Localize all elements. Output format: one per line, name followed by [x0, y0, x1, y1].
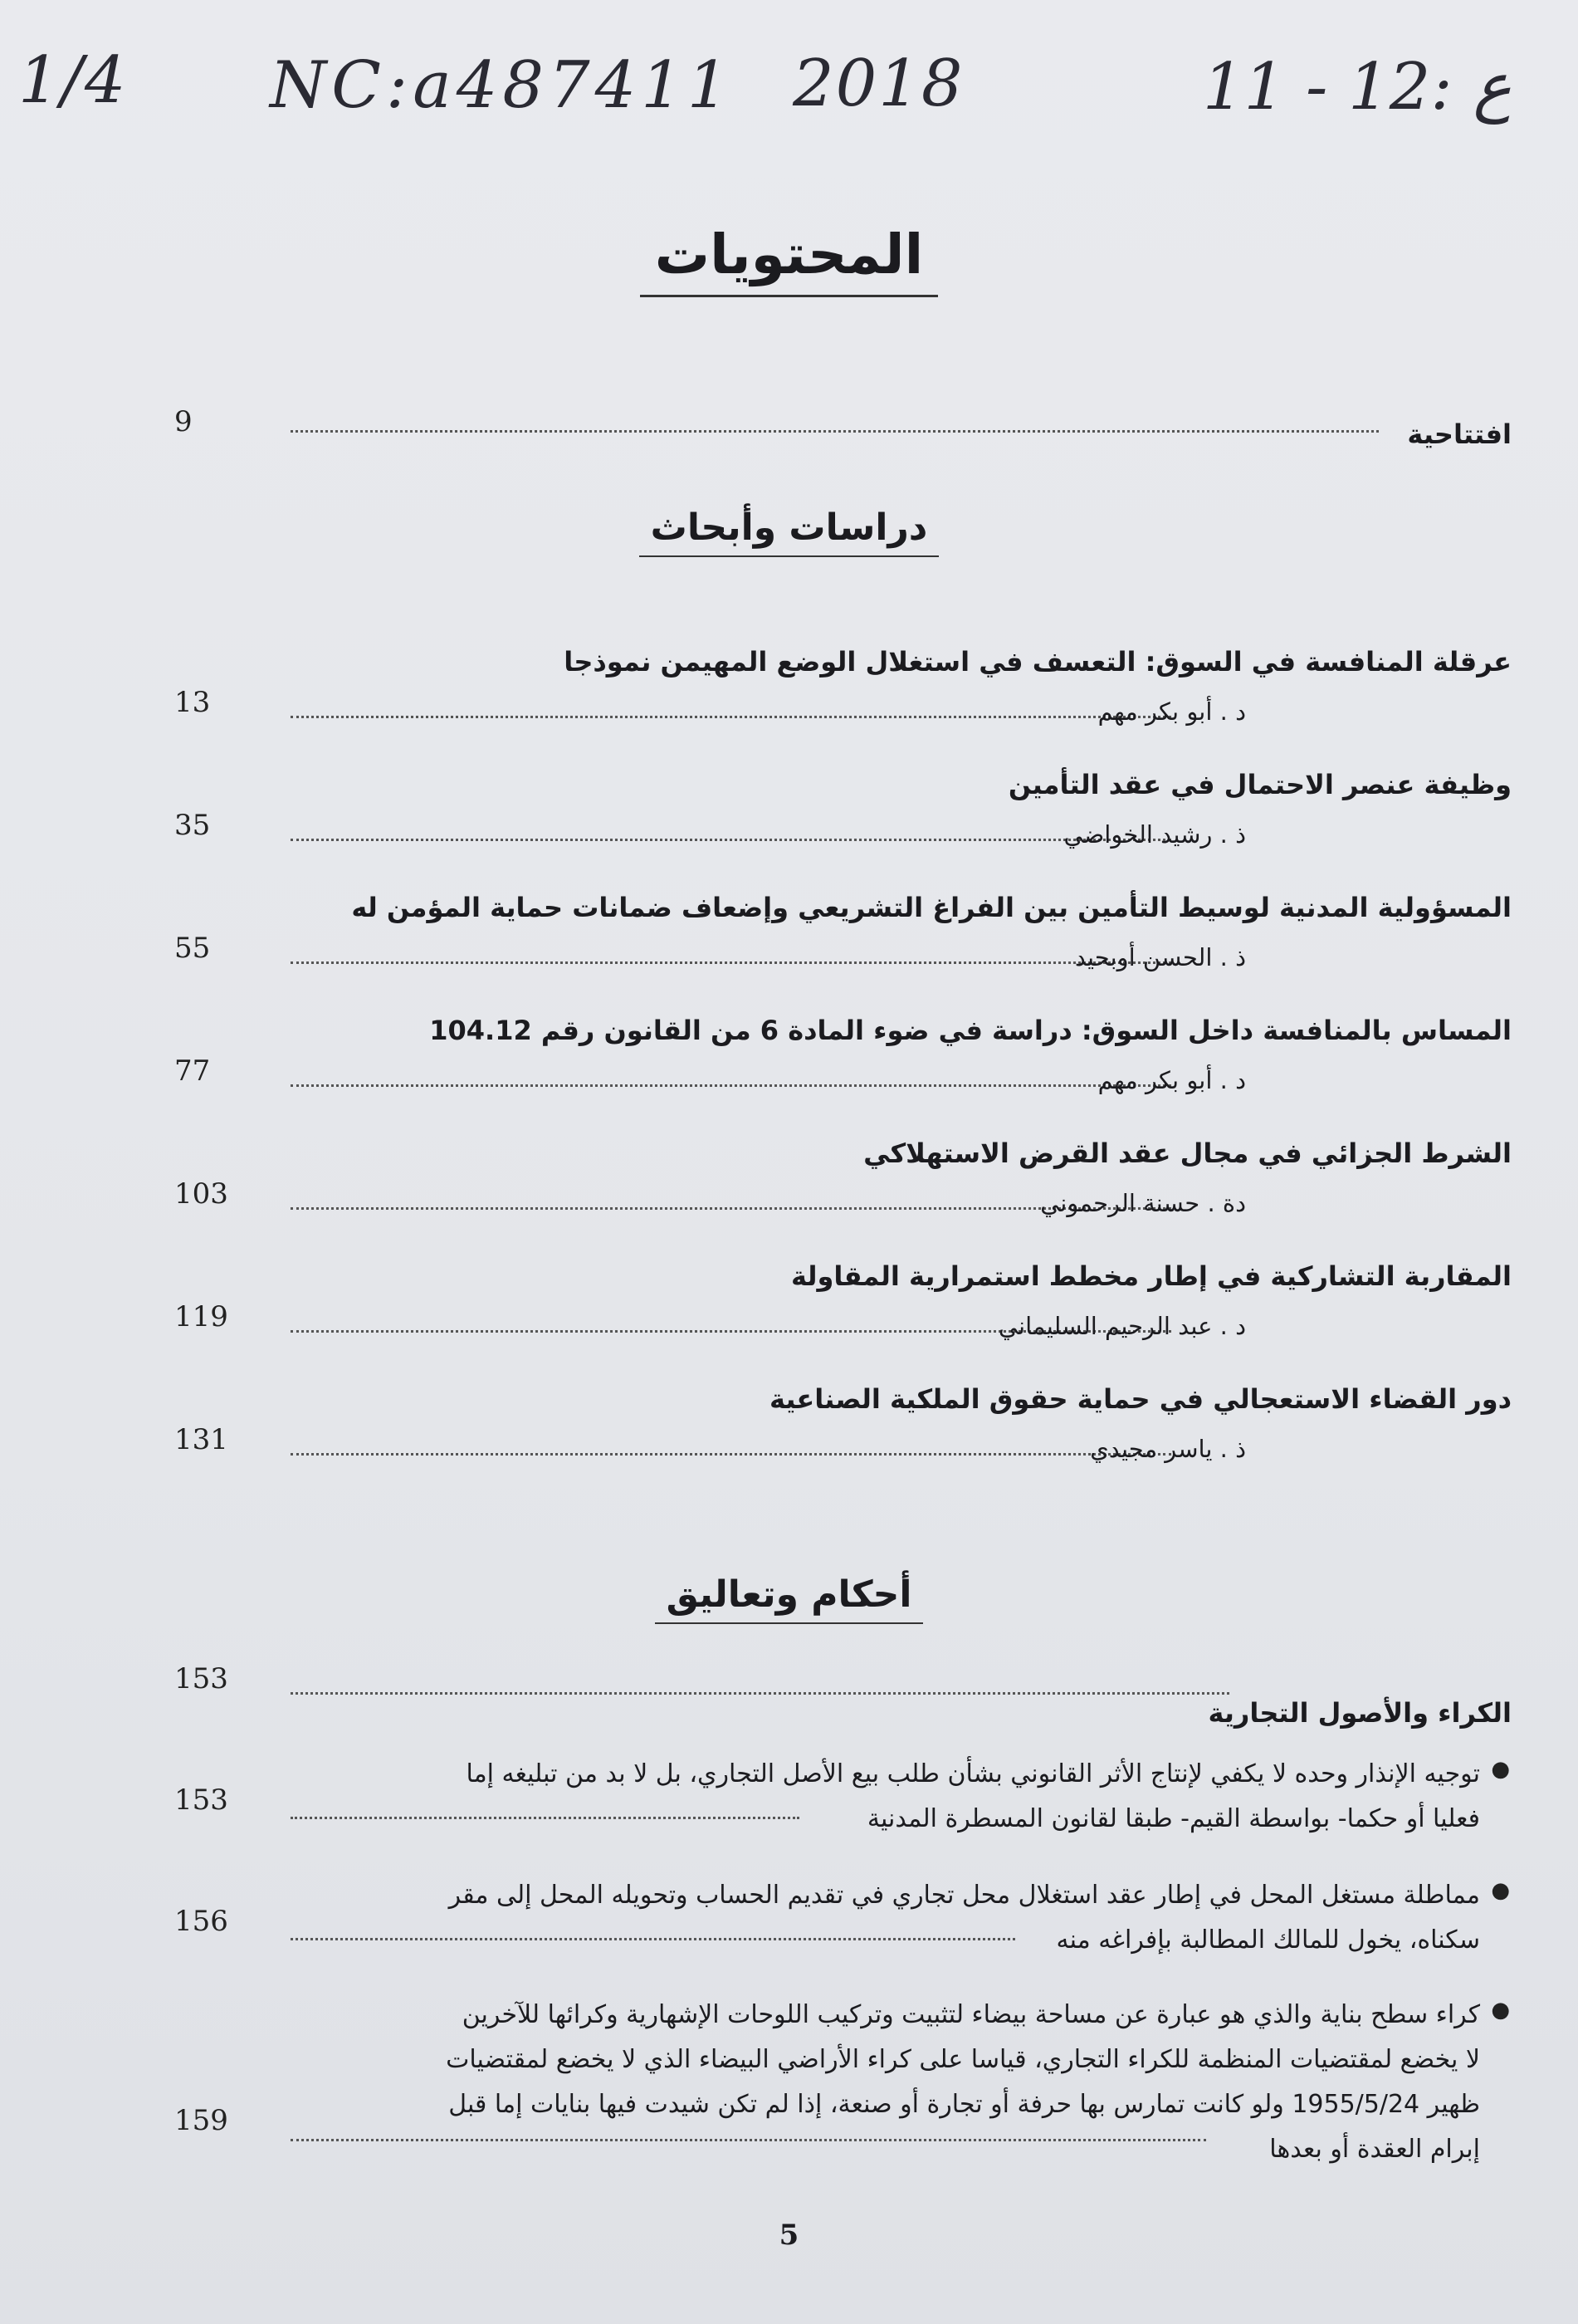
toc-author: ذ . ياسر مجيدي: [1090, 1435, 1246, 1463]
leader-dots: [291, 961, 1171, 964]
page-title-text: المحتويات: [640, 223, 938, 297]
bullet-line: مماطلة مستغل المحل في إطار عقد استغلال محل تجاري في تقديم الحساب وتحويله المحل إلى مقر: [448, 1881, 1480, 1910]
leader-dots: [291, 1938, 1015, 1940]
bullet-line: كراء سطح بناية والذي هو عبارة عن مساحة بيضاء لتثبيت وتركيب اللوحات الإشهارية وكرائها للآخرين: [462, 2000, 1480, 2029]
bullet-icon: ●: [1491, 1998, 1510, 2023]
toc-entry-title: وظيفة عنصر الاحتمال في عقد التأمين: [1008, 769, 1512, 800]
toc-page-number: 77: [174, 1054, 211, 1088]
handwritten-fraction: 1/4: [18, 43, 128, 118]
toc-bullet-item: [174, 1747, 1510, 1863]
toc-author: د . عبد الرحيم السليماني: [998, 1312, 1246, 1340]
toc-page-number: 156: [174, 1905, 228, 1938]
bullet-icon: ●: [1491, 1878, 1510, 1903]
toc-entry-title: الكراء والأصول التجارية: [1208, 1697, 1512, 1729]
page-number: 5: [779, 2219, 799, 2252]
section-title-rulings: [0, 1573, 1578, 1624]
handwritten-shelf-ref: ع :12 - 11: [1202, 50, 1512, 125]
toc-entry-rulings-heading: [174, 1662, 1512, 1737]
section-title-studies: [0, 506, 1578, 557]
toc-page-number: 103: [174, 1177, 228, 1211]
page-title: [0, 223, 1578, 297]
bullet-line: توجيه الإنذار وحده لا يكفي لإنتاج الأثر القانوني بشأن طلب بيع الأصل التجاري، بل لا بد من تبليغه إما: [466, 1759, 1480, 1788]
toc-entry: [174, 769, 1512, 877]
toc-author: ذ . رشيد الخواضي: [1063, 820, 1246, 849]
section-title-text: دراسات وأبحاث: [639, 506, 940, 557]
toc-bullet-item: [174, 1868, 1510, 1984]
toc-entry-title: المساس بالمنافسة داخل السوق: دراسة في ضوء المادة 6 من القانون رقم 104.12: [429, 1015, 1512, 1046]
toc-entry-title: افتتاحية: [1407, 418, 1512, 450]
toc-entry-title: الشرط الجزائي في مجال عقد القرض الاستهلاكي: [863, 1138, 1512, 1169]
leader-dots: [291, 1084, 1171, 1087]
toc-page-number: 35: [174, 809, 211, 842]
toc-page-number: 55: [174, 932, 211, 965]
toc-page-number: 159: [174, 2104, 228, 2137]
bullet-line: سكناه، يخول للمالك المطالبة بإفراغه منه: [1056, 1925, 1480, 1955]
toc-page-number: 131: [174, 1423, 228, 1456]
toc-page-number: 153: [174, 1783, 228, 1817]
leader-dots: [291, 2139, 1206, 2141]
toc-page-number: 9: [174, 405, 193, 438]
toc-author: د . أبو بكر مهم: [1097, 697, 1246, 726]
leader-dots: [291, 1207, 1171, 1210]
toc-author: دة . حسنة الرحموني: [1040, 1189, 1246, 1217]
toc-entry: [174, 892, 1512, 1000]
toc-entry-title: دور القضاء الاستعجالي في حماية حقوق الملكية الصناعية: [769, 1383, 1512, 1415]
leader-dots: [291, 716, 1171, 718]
toc-entry: [174, 1015, 1512, 1123]
bullet-line: ظهير 1955/5/24 ولو كانت تمارس بها حرفة أو تجارة أو صنعة، إذا لم تكن شيدت فيها بنايات إما قبل: [448, 2090, 1480, 2119]
toc-author: د . أبو بكر مهم: [1097, 1066, 1246, 1094]
toc-page-number: 119: [174, 1300, 228, 1333]
toc-bullet-item: [174, 1988, 1510, 2195]
handwritten-nc-code: NC:a487411: [270, 48, 734, 123]
bullet-line: لا يخضع لمقتضيات المنظمة للكراء التجاري، قياسا على كراء الأراضي البيضاء الذي لا يخضع لمقتضيات: [446, 2045, 1480, 2074]
toc-entry-title: المقاربة التشاركية في إطار مخطط استمرارية المقاولة: [791, 1260, 1512, 1292]
toc-page-number: 153: [174, 1662, 228, 1695]
toc-entry: [174, 1383, 1512, 1491]
bullet-line: فعليا أو حكما- بواسطة القيم- طبقا لقانون المسطرة المدنية: [867, 1804, 1480, 1833]
bullet-icon: ●: [1491, 1757, 1510, 1782]
leader-dots: [291, 839, 1171, 841]
toc-author: ذ . الحسن أوبحيد: [1074, 943, 1246, 971]
toc-page-number: 13: [174, 686, 211, 719]
toc-entry: [174, 646, 1512, 754]
bullet-line: إبرام العقدة أو بعدها: [1269, 2135, 1480, 2164]
section-title-text: أحكام وتعاليق: [655, 1573, 924, 1624]
handwritten-year: 2018: [793, 46, 965, 121]
leader-dots: [291, 1817, 799, 1819]
toc-entry-intro: [174, 405, 1512, 472]
toc-entry: [174, 1138, 1512, 1245]
leader-dots: [291, 1453, 1171, 1456]
toc-entry-title: المسؤولية المدنية لوسيط التأمين بين الفراغ التشريعي وإضعاف ضمانات حماية المؤمن له: [351, 892, 1512, 923]
leader-dots: [291, 430, 1379, 433]
toc-entry: [174, 1260, 1512, 1368]
toc-entry-title: عرقلة المنافسة في السوق: التعسف في استغلال الوضع المهيمن نموذجا: [564, 646, 1512, 678]
leader-dots: [291, 1692, 1229, 1695]
